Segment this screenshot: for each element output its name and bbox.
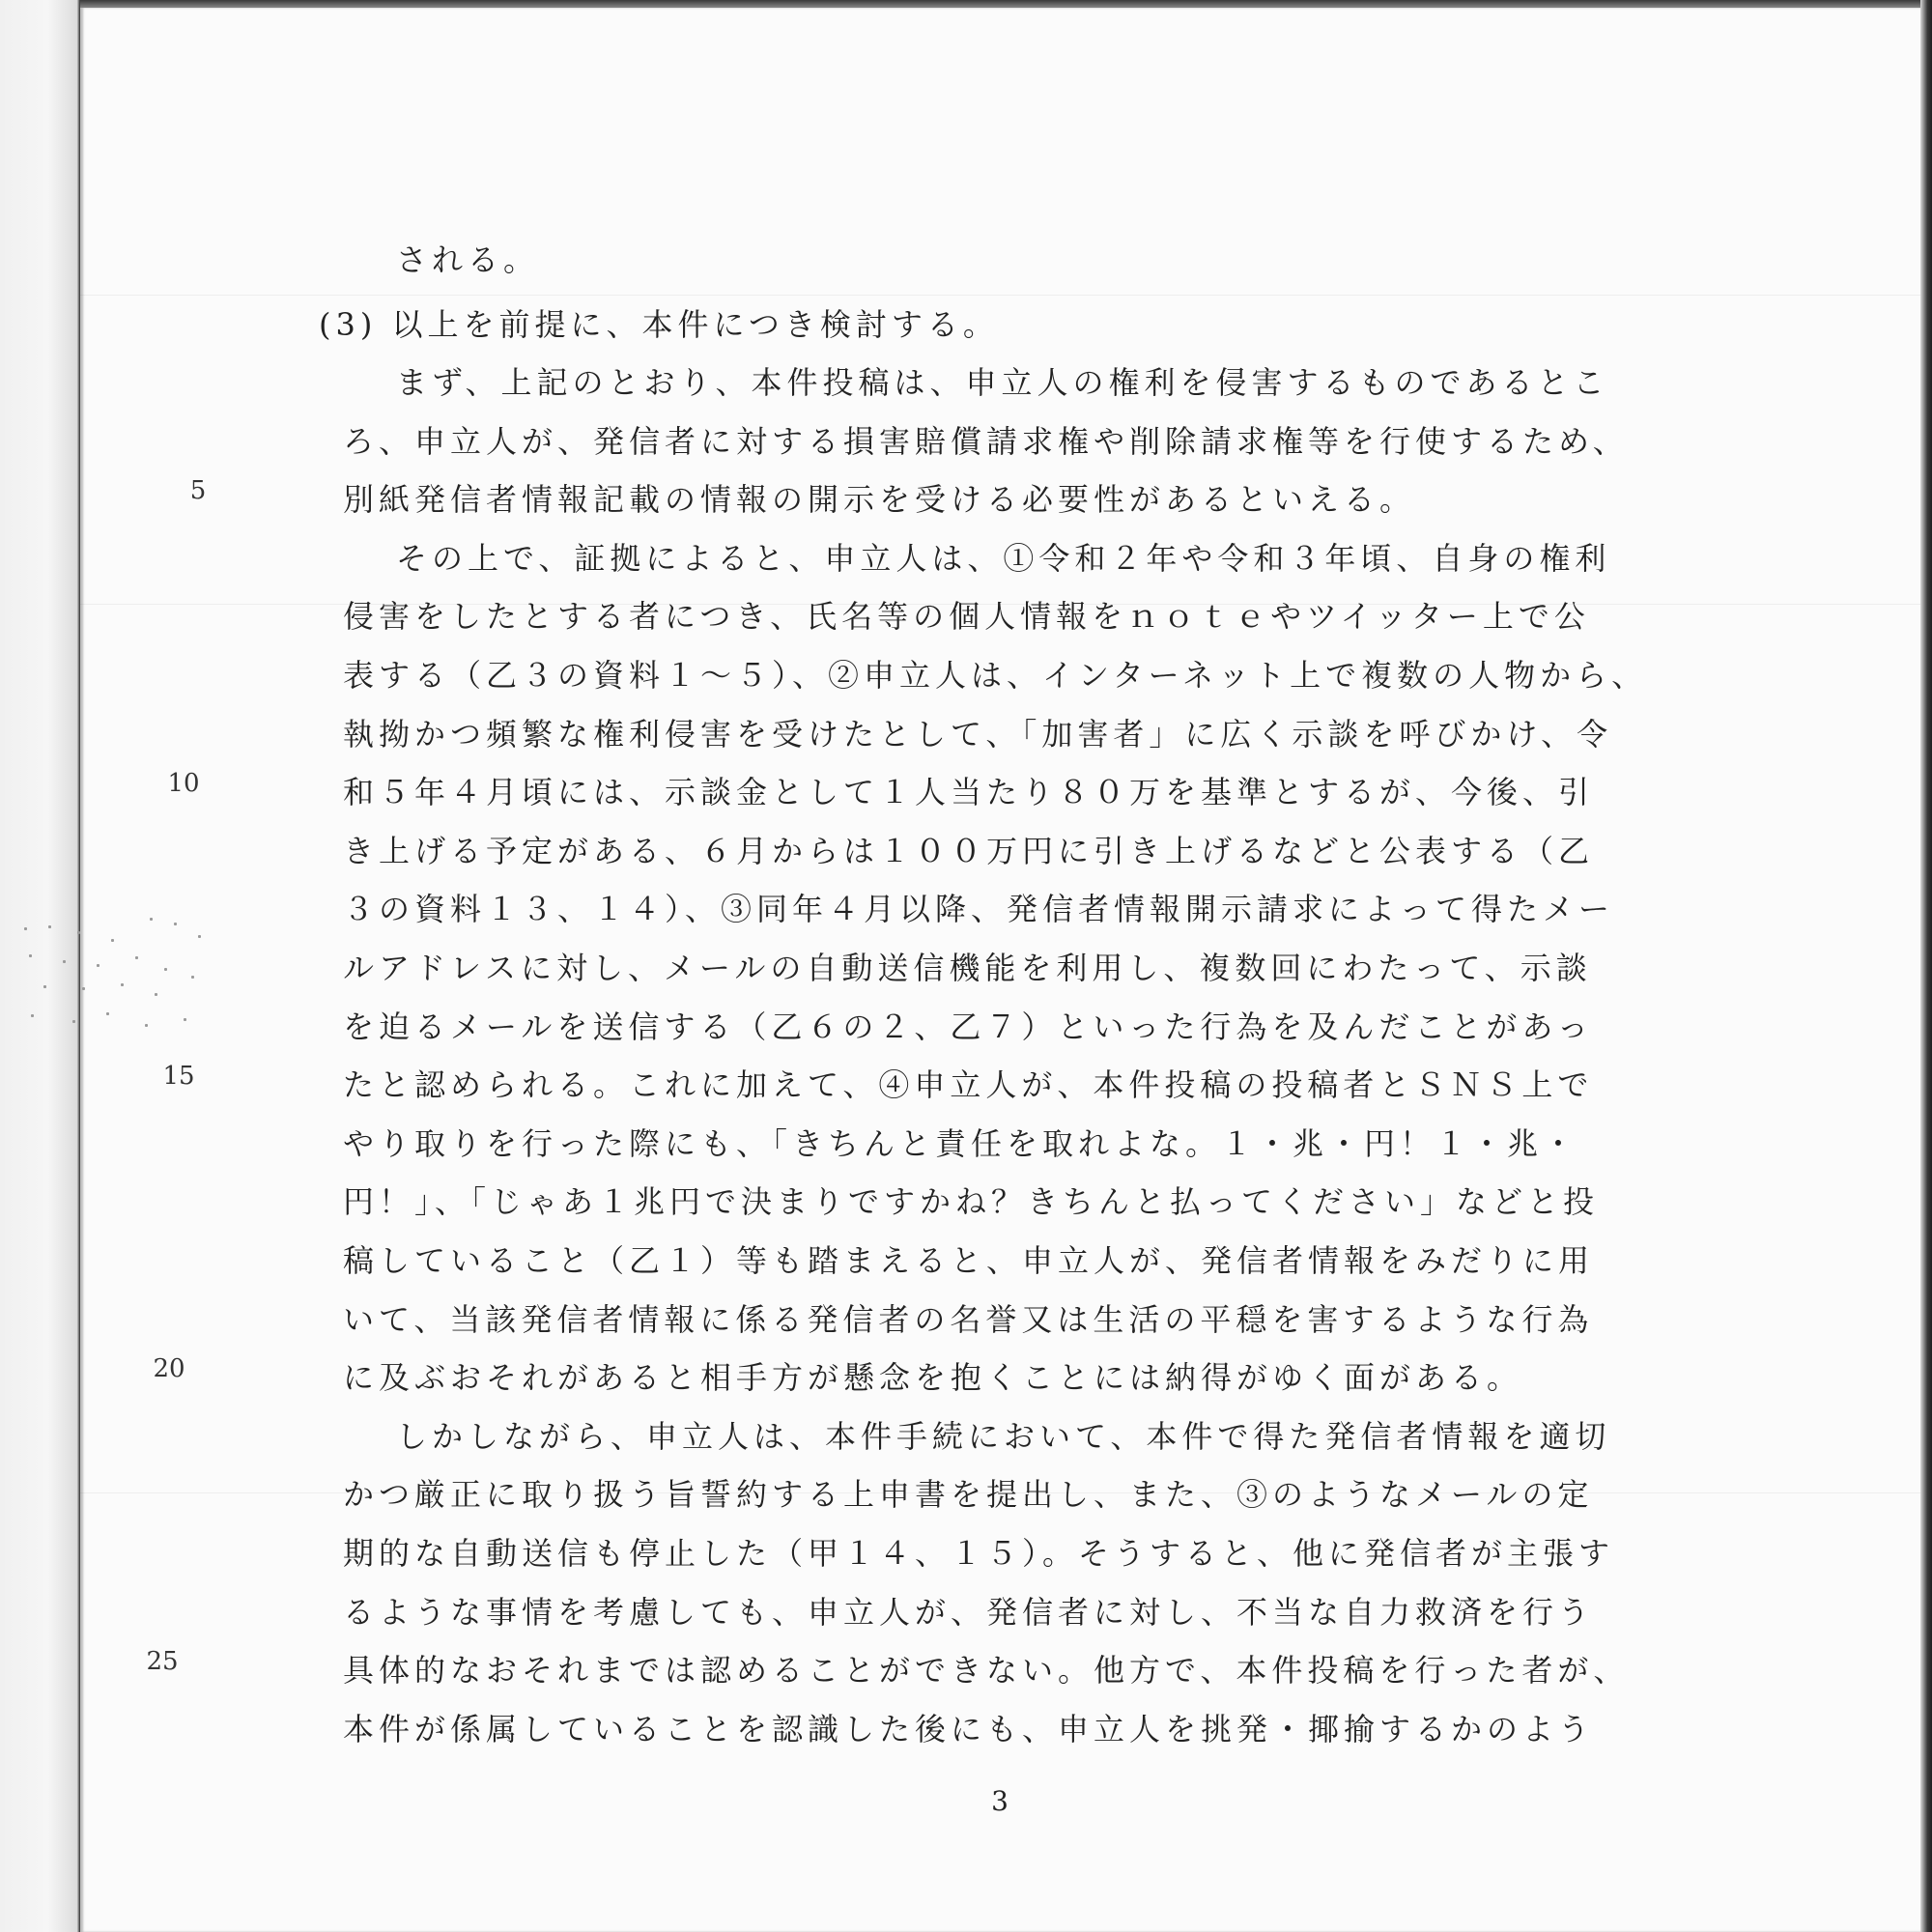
scan-speckles bbox=[19, 918, 213, 1043]
line-number-15: 15 bbox=[162, 1062, 195, 1091]
line-number-5: 5 bbox=[189, 476, 207, 505]
body-line: るような事情を考慮しても、申立人が、発信者に対し、不当な自力救済を行う bbox=[343, 1594, 1595, 1631]
body-line: 期的な自動送信も停止した（甲１４、１５）。そうすると、他に発信者が主張す bbox=[343, 1535, 1615, 1572]
body-line: 本件が係属していることを認識した後にも、申立人を挑発・揶揄するかのよう bbox=[343, 1711, 1595, 1747]
body-line: ３の資料１３、１４）、③同年４月以降、発信者情報開示請求によって得たメー bbox=[343, 891, 1615, 927]
body-line: される。 bbox=[396, 242, 540, 278]
line-number-25: 25 bbox=[146, 1647, 179, 1676]
body-line: ろ、申立人が、発信者に対する損害賠償請求権や削除請求権等を行使するため、 bbox=[343, 423, 1629, 460]
body-line: 和５年４月頃には、示談金として１人当たり８０万を基準とするが、今後、引 bbox=[343, 774, 1595, 810]
fold-line bbox=[80, 295, 1920, 296]
body-line: その上で、証拠によると、申立人は、①令和２年や令和３年頃、自身の権利 bbox=[396, 540, 1611, 577]
scan-right-edge bbox=[1920, 0, 1932, 1932]
body-line: 執拗かつ頻繁な権利侵害を受けたとして、「加害者」に広く示談を呼びかけ、令 bbox=[343, 716, 1613, 753]
body-line: かつ厳正に取り扱う旨誓約する上申書を提出し、また、③のようなメールの定 bbox=[343, 1476, 1594, 1513]
body-line: いて、当該発信者情報に係る発信者の名誉又は生活の平穏を害するような行為 bbox=[343, 1301, 1594, 1338]
section-heading: (3) 以上を前提に、本件につき検討する。 bbox=[319, 306, 999, 343]
body-line: 別紙発信者情報記載の情報の開示を受ける必要性があるといえる。 bbox=[343, 481, 1416, 518]
body-line: ルアドレスに対し、メールの自動送信機能を利用し、複数回にわたって、示談 bbox=[343, 950, 1592, 986]
body-line: 表する（乙３の資料１～５）、②申立人は、インターネット上で複数の人物から、 bbox=[343, 657, 1648, 694]
body-line: 円！」、「じゃあ１兆円で決まりですかね？きちんと払ってください」などと投 bbox=[343, 1183, 1600, 1220]
body-line: 侵害をしたとする者につき、氏名等の個人情報をｎｏｔｅやツイッター上で公 bbox=[343, 598, 1590, 635]
body-line: 稿していること（乙１）等も踏まえると、申立人が、発信者情報をみだりに用 bbox=[343, 1242, 1595, 1279]
body-line: を迫るメールを送信する（乙６の２、乙７）といった行為を及んだことがあっ bbox=[343, 1009, 1594, 1045]
body-line: き上げる予定がある、６月からは１００万円に引き上げるなどと公表する（乙 bbox=[343, 833, 1595, 869]
body-line: しかしながら、申立人は、本件手続において、本件で得た発信者情報を適切 bbox=[396, 1418, 1611, 1455]
body-line: たと認められる。これに加えて、④申立人が、本件投稿の投稿者とＳＮＳ上で bbox=[343, 1066, 1594, 1103]
line-number-10: 10 bbox=[167, 769, 200, 798]
body-line: 具体的なおそれまでは認めることができない。他方で、本件投稿を行った者が、 bbox=[343, 1652, 1630, 1689]
line-number-20: 20 bbox=[153, 1354, 185, 1383]
body-line: に及ぶおそれがあると相手方が懸念を抱くことには納得がゆく面がある。 bbox=[343, 1359, 1523, 1396]
body-line: やり取りを行った際にも、「きちんと責任を取れよな。１・兆・円！１・兆・ bbox=[343, 1125, 1579, 1162]
page-number: 3 bbox=[991, 1785, 1009, 1817]
body-line: まず、上記のとおり、本件投稿は、申立人の権利を侵害するものであるとこ bbox=[396, 364, 1609, 401]
